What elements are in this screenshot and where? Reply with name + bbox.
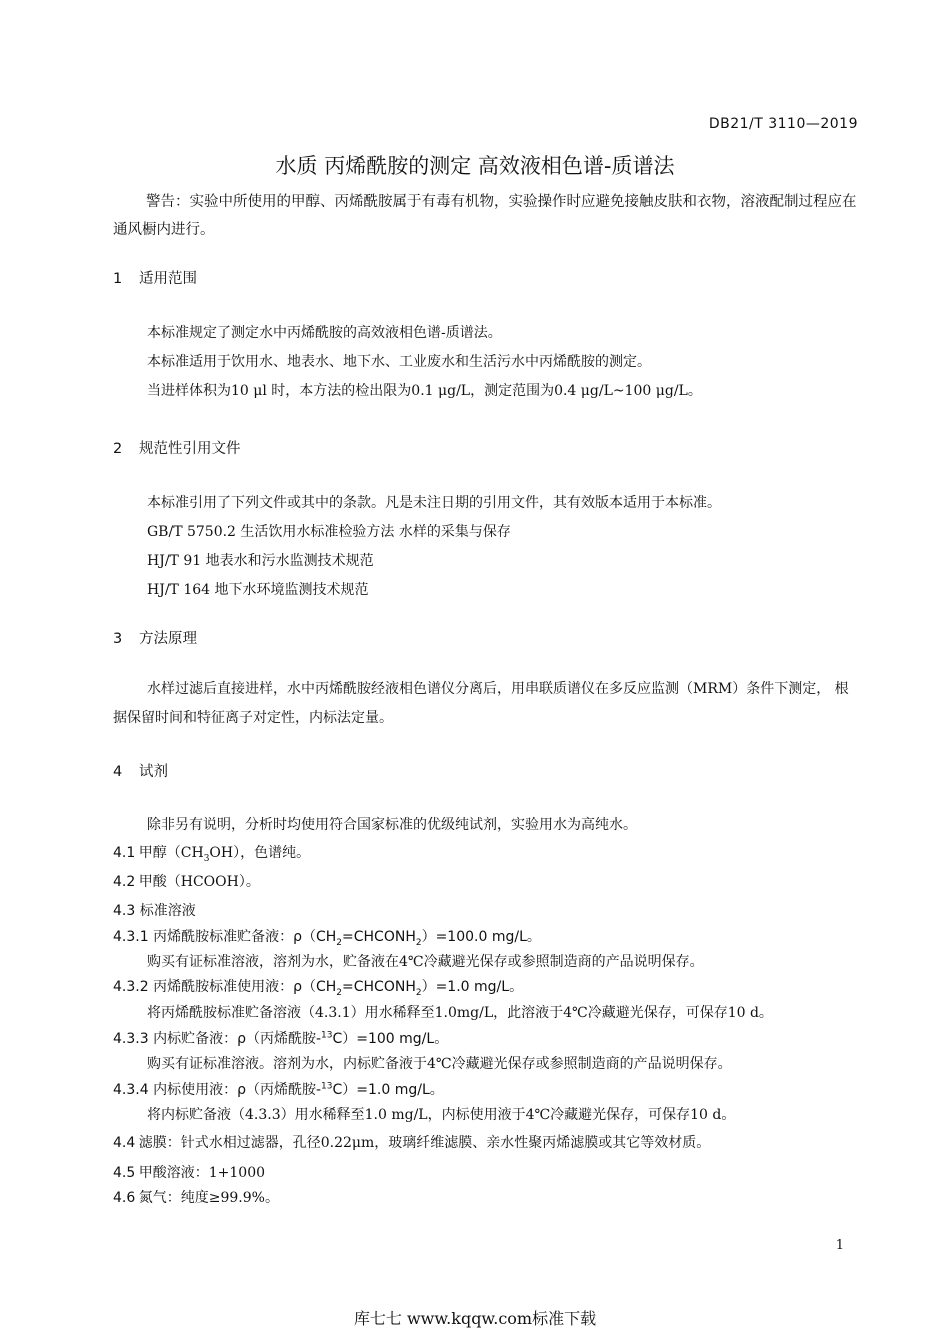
item-text: 内标使用液：ρ（丙烯酰胺- xyxy=(153,1082,322,1098)
item-text: 甲酸（HCOOH）。 xyxy=(138,874,260,890)
item-4-3-1-body: 购买有证标准溶液，溶剂为水，贮备液在4℃冷藏避光保存或参照制造商的产品说明保存。 xyxy=(147,954,704,970)
item-number: 4.2 xyxy=(113,874,136,890)
item-text: =CHCONH xyxy=(342,929,416,945)
section-number: 3 xyxy=(113,631,123,647)
item-4-3 xyxy=(113,900,196,920)
section-3-heading xyxy=(113,627,197,648)
section-title: 规范性引用文件 xyxy=(139,441,241,457)
item-number: 4.3.4 xyxy=(113,1082,149,1098)
item-text: ）=100.0 mg/L。 xyxy=(421,929,541,945)
item-4-3-3-head xyxy=(113,1028,448,1048)
item-number: 4.3.3 xyxy=(113,1031,149,1047)
item-4-5 xyxy=(113,1162,265,1182)
item-number: 4.3.1 xyxy=(113,929,149,945)
item-number: 4.3.2 xyxy=(113,979,149,995)
subscript: 2 xyxy=(336,987,343,998)
reference-item: HJ/T 164 地下水环境监测技术规范 xyxy=(147,582,369,598)
footer-watermark: 库七七 www.kqqw.com标准下载 xyxy=(353,1309,597,1328)
item-4-2 xyxy=(113,871,260,891)
subscript: 3 xyxy=(203,853,210,864)
item-text: 丙烯酰胺标准贮备液：ρ（CH xyxy=(153,929,337,945)
paragraph: 本标准规定了测定水中丙烯酰胺的高效液相色谱-质谱法。 xyxy=(147,325,502,341)
item-number: 4.1 xyxy=(113,845,136,861)
item-text: 甲醇（CH xyxy=(138,845,204,861)
item-text: 氮气：纯度≥99.9%。 xyxy=(138,1190,279,1206)
page-number: 1 xyxy=(835,1238,844,1253)
item-4-3-2-body: 将丙烯酰胺标准贮备溶液（4.3.1）用水稀释至1.0mg/L，此溶液于4℃冷藏避光保存，可保存10 d。 xyxy=(147,1005,773,1021)
item-text: 内标贮备液：ρ（丙烯酰胺- xyxy=(153,1031,322,1047)
paragraph: 当进样体积为10 μl 时，本方法的检出限为0.1 μg/L，测定范围为0.4 μg/L~100 μg/L。 xyxy=(147,383,702,399)
item-text: C）=1.0 mg/L。 xyxy=(332,1082,444,1098)
item-number: 4.4 xyxy=(113,1135,136,1151)
item-text: OH），色谱纯。 xyxy=(209,845,311,861)
section-1-heading xyxy=(113,267,197,288)
item-text: =CHCONH xyxy=(342,979,416,995)
superscript: 13 xyxy=(321,1030,333,1041)
warning-paragraph: 警告：实验中所使用的甲醇、丙烯酰胺属于有毒有机物，实验操作时应避免接触皮肤和衣物，溶液配制过程应在通风橱内进行。 xyxy=(113,194,857,238)
item-text: 甲酸溶液：1+1000 xyxy=(138,1165,266,1181)
paragraph: 除非另有说明，分析时均使用符合国家标准的优级纯试剂，实验用水为高纯水。 xyxy=(147,817,637,833)
item-text: 标准溶液 xyxy=(139,903,196,919)
section-number: 4 xyxy=(113,764,123,780)
item-text: ）=1.0 mg/L。 xyxy=(421,979,524,995)
item-text: 滤膜：针式水相过滤器，孔径0.22μm，玻璃纤维滤膜、亲水性聚丙烯滤膜或其它等效材质。 xyxy=(138,1135,711,1151)
item-number: 4.6 xyxy=(113,1190,136,1206)
section-4-heading xyxy=(113,760,168,781)
section-title: 试剂 xyxy=(139,764,168,780)
document-title: 水质 丙烯酰胺的测定 高效液相色谱-质谱法 xyxy=(275,154,675,178)
reference-item: GB/T 5750.2 生活饮用水标准检验方法 水样的采集与保存 xyxy=(147,524,511,540)
section-2-heading xyxy=(113,437,241,458)
item-4-3-4-body: 将内标贮备液（4.3.3）用水稀释至1.0 mg/L，内标使用液于4℃冷藏避光保存，可保存10 d。 xyxy=(147,1107,736,1123)
item-4-3-1-head xyxy=(113,926,541,948)
paragraph: 本标准引用了下列文件或其中的条款。凡是未注日期的引用文件，其有效版本适用于本标准。 xyxy=(147,495,721,511)
item-4-3-4-head xyxy=(113,1079,444,1099)
superscript: 13 xyxy=(321,1081,333,1092)
section-number: 2 xyxy=(113,441,123,457)
subscript: 2 xyxy=(415,937,422,948)
section-title: 适用范围 xyxy=(139,271,197,287)
standard-code: DB21/T 3110—2019 xyxy=(708,116,858,132)
subscript: 2 xyxy=(415,987,422,998)
item-4-6 xyxy=(113,1187,279,1207)
paragraph: 本标准适用于饮用水、地表水、地下水、工业废水和生活污水中丙烯酰胺的测定。 xyxy=(147,354,651,370)
reference-item: HJ/T 91 地表水和污水监测技术规范 xyxy=(147,553,374,569)
section-title: 方法原理 xyxy=(139,631,197,647)
section-number: 1 xyxy=(113,271,123,287)
item-4-1 xyxy=(113,842,310,864)
item-text: 丙烯酰胺标准使用液：ρ（CH xyxy=(153,979,337,995)
subscript: 2 xyxy=(336,937,343,948)
item-text: C）=100 mg/L。 xyxy=(332,1031,449,1047)
item-4-3-2-head xyxy=(113,976,523,998)
item-number: 4.3 xyxy=(113,903,136,919)
paragraph: 水样过滤后直接进样，水中丙烯酰胺经液相色谱仪分离后，用串联质谱仪在多反应监测（MRM）条件下测定， 根据保留时间和特征离子对定性，内标法定量。 xyxy=(113,681,849,726)
item-4-4 xyxy=(113,1132,710,1152)
item-4-3-3-body: 购买有证标准溶液。溶剂为水，内标贮备液于4℃冷藏避光保存或参照制造商的产品说明保存。 xyxy=(147,1056,732,1072)
item-number: 4.5 xyxy=(113,1165,136,1181)
